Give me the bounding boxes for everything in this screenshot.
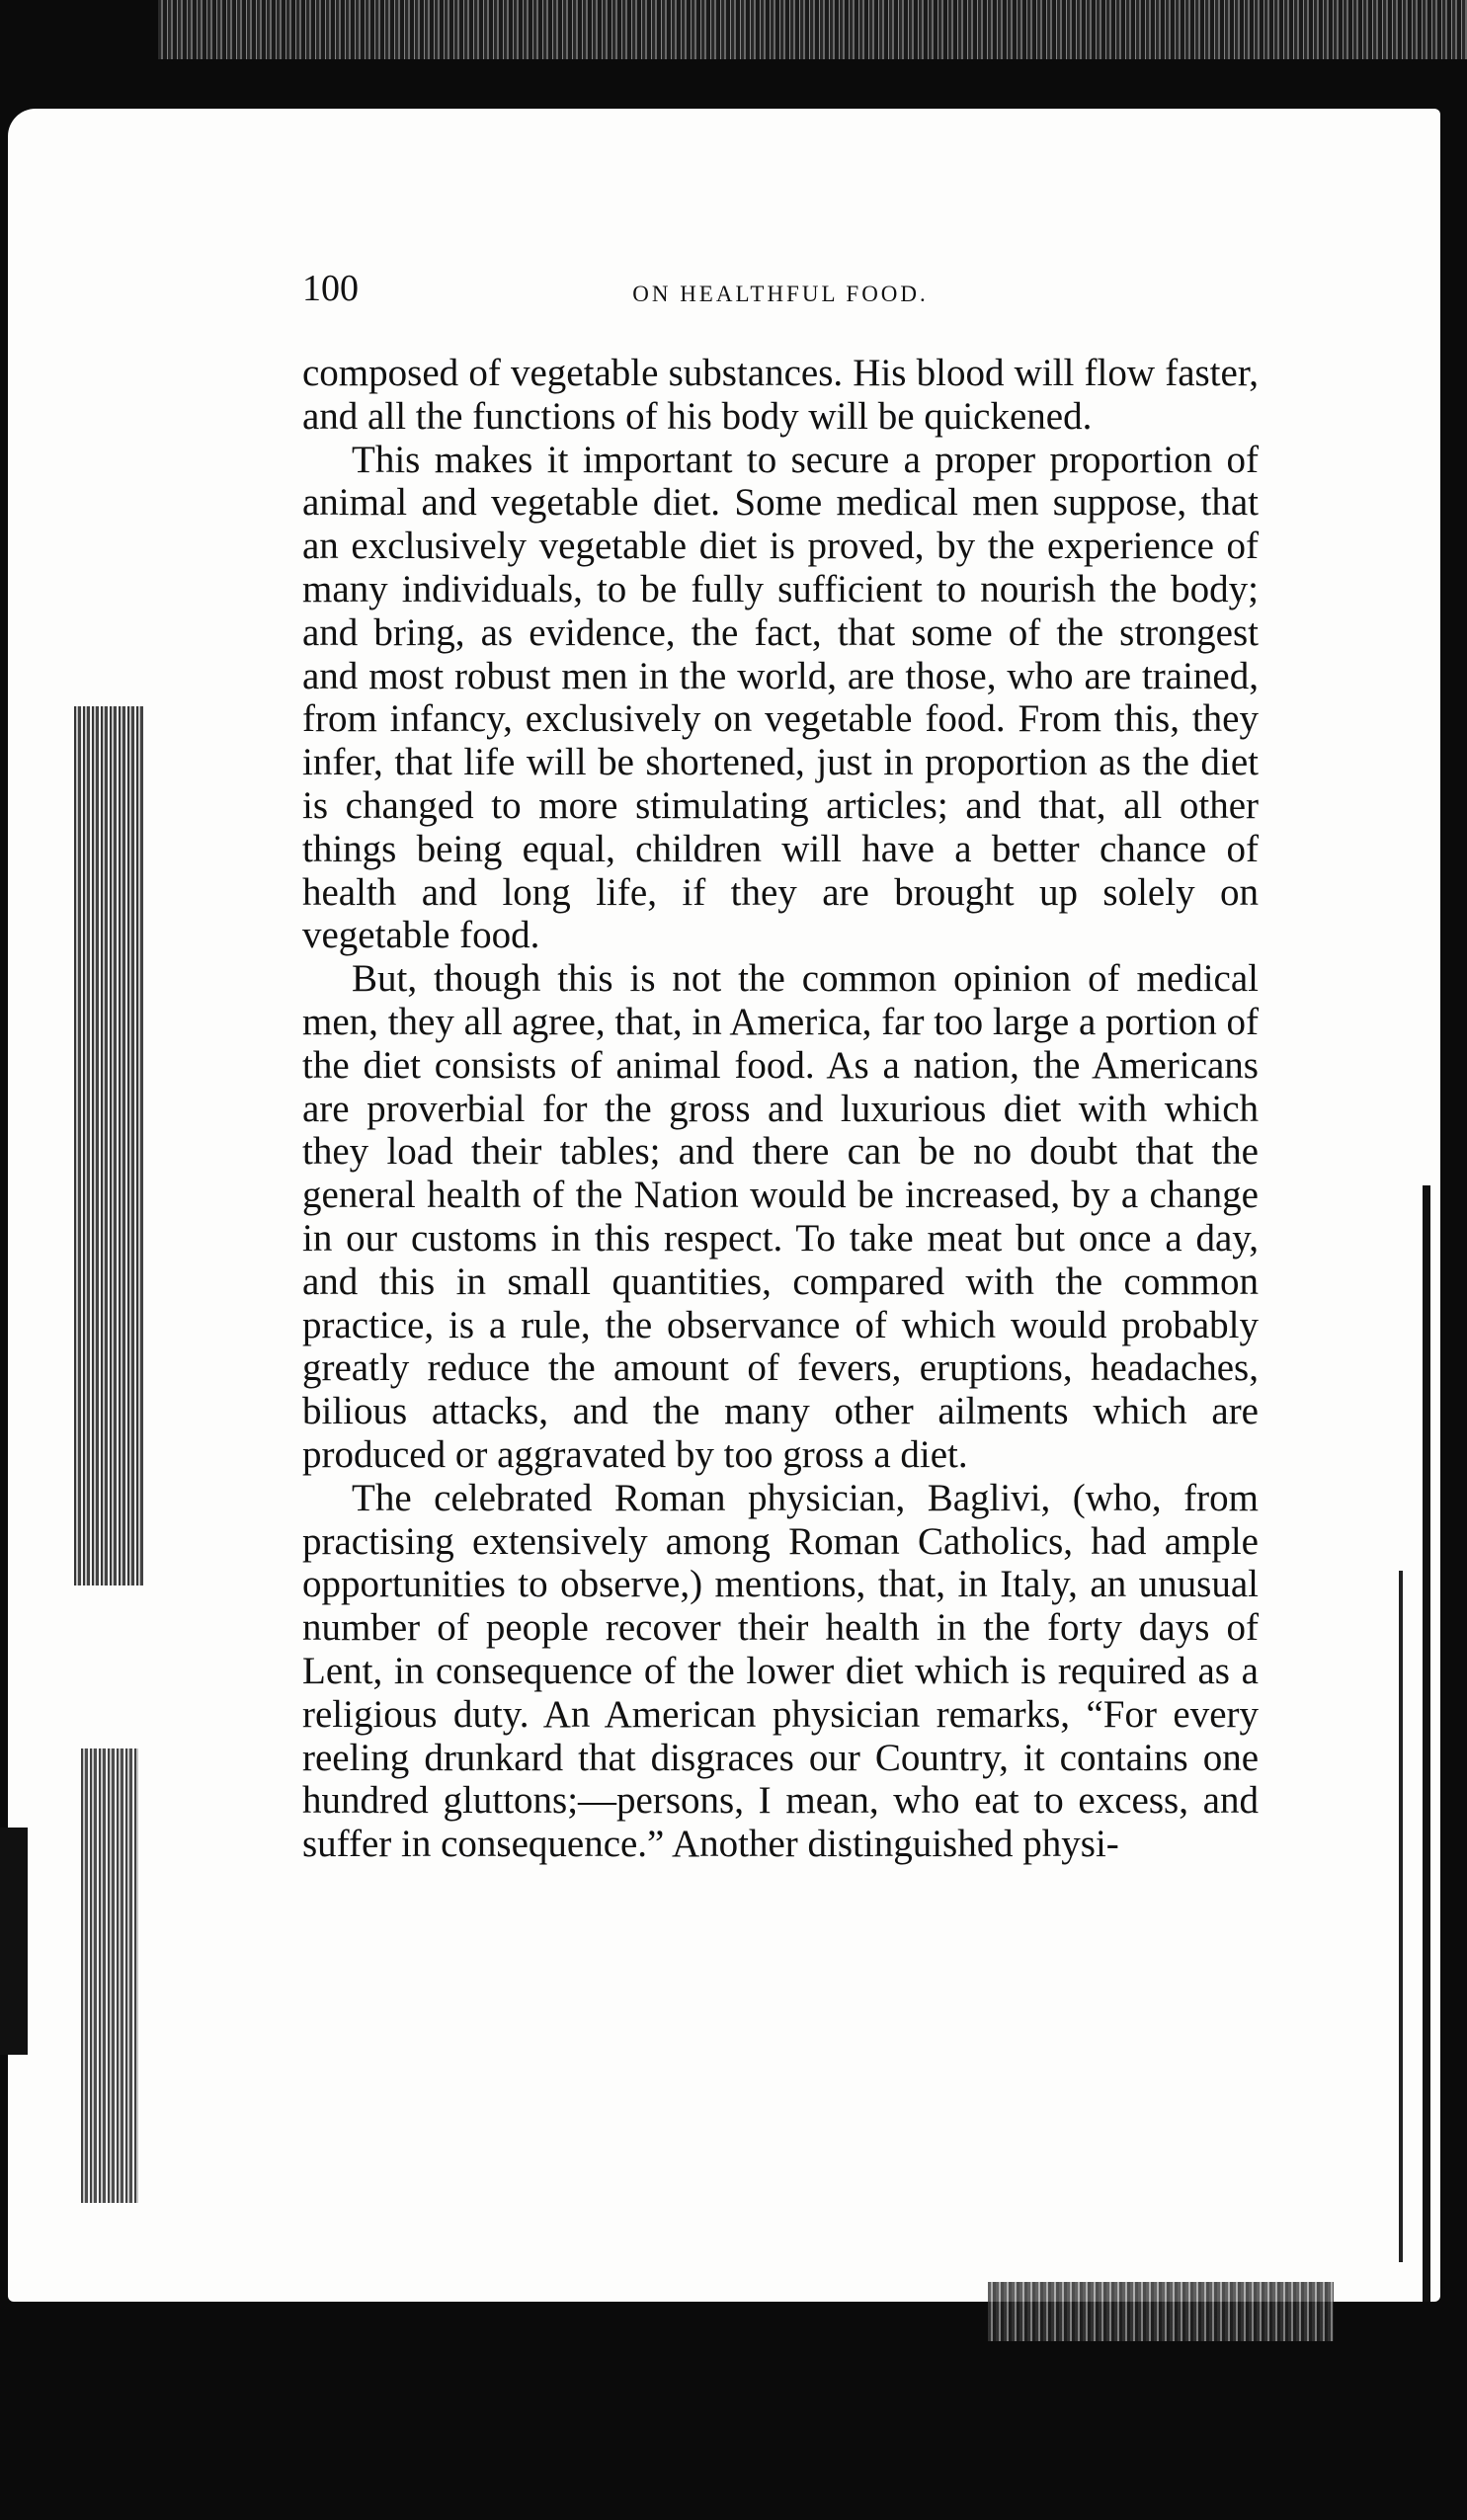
page-header [302, 269, 1259, 318]
page-number: 100 [302, 268, 359, 309]
paragraph: The celebrated Roman physician, Baglivi, (who, from practising extensively among Roman Catholics, had ample opportunities to observe,) mentions, that, in Italy, an unusual number of people recover their health in the forty days of Lent, in consequence of the lower diet which is required as a religious duty. An American physician remarks, “For every reeling drunkard that disgraces our Country, it contains one hundred gluttons;—persons, I mean, who eat to excess, and suffer in consequence.” Another distinguished physi- [302, 1476, 1259, 1866]
scan-left-edge [0, 1828, 28, 2055]
page-content [302, 269, 1259, 1866]
scan-bottom-shadow [988, 2282, 1334, 2341]
scan-top-shadow [158, 0, 1467, 59]
paragraph: composed of vegetable substances. His blood will flow faster, and all the functions of his body will be quickened. [302, 352, 1259, 438]
paragraph: But, though this is not the common opinion of medical men, they all agree, that, in America, far too large a portion of the diet consists of animal food. As a nation, the Americans are proverbial for the gross and luxurious diet with which they load their tables; and there can be no doubt that the general health of the Nation would be increased, by a change in our customs in this respect. To take meat but once a day, and this in small quantities, compared with the common practice, is a rule, the observance of which would probably greatly reduce the amount of fevers, eruptions, headaches, bilious attacks, and the many other ailments which are produced or aggravated by too gross a diet. [302, 957, 1259, 1476]
running-head: ON HEALTHFUL FOOD. [632, 282, 929, 306]
paragraph: This makes it important to secure a proper proportion of animal and vegetable diet. Some medical men suppose, that an exclusively vegetable diet is proved, by the experience of many individuals, to be fully sufficient to nourish the body; and bring, as evidence, the fact, that some of the strongest and most robust men in the world, are those, who are trained, from infancy, exclusively on vegetable food. From this, they infer, that life will be shortened, just in proportion as the diet is changed to more stimulating articles; and that, all other things being equal, children will have a better chance of health and long life, if they are brought up solely on vegetable food. [302, 438, 1259, 957]
binding-shadow [74, 706, 143, 1585]
scan-right-line [1399, 1571, 1403, 2262]
body-text [302, 352, 1259, 1866]
binding-shadow-lower [81, 1748, 138, 2203]
scan-right-edge [1423, 1185, 1430, 2302]
